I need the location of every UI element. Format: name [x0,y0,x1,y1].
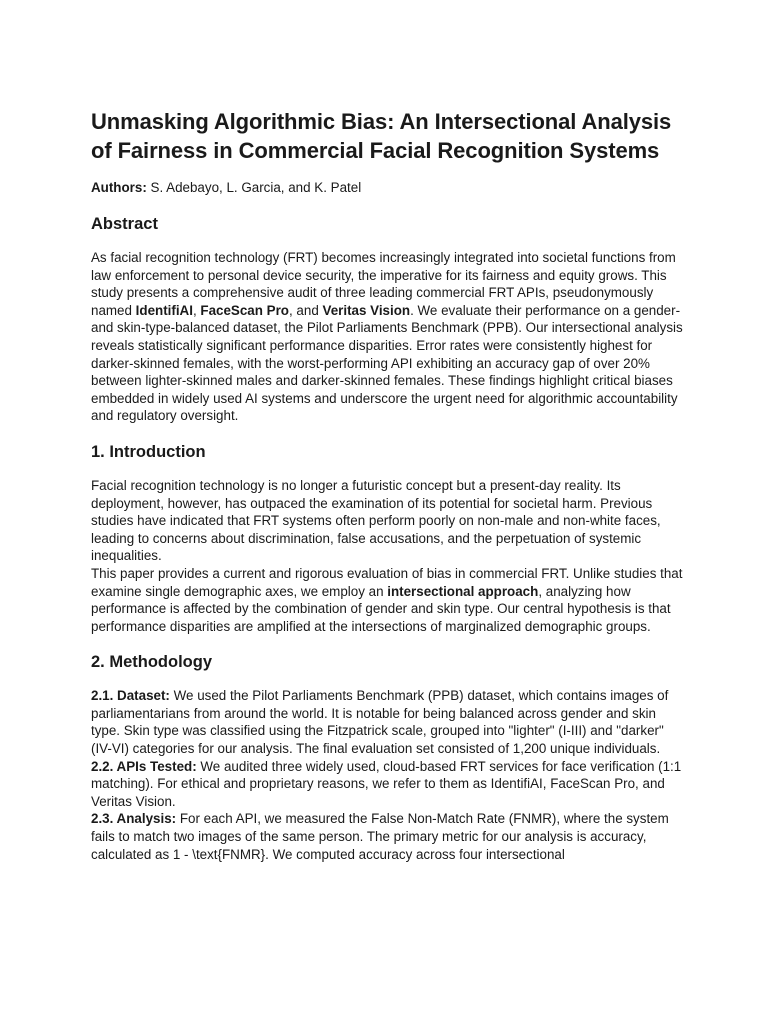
abstract-paragraph [91,249,683,425]
intro-bold-term: intersectional approach [387,583,539,599]
introduction-section [91,441,683,635]
abstract-text-1: As facial recognition technology (FRT) becomes increasingly integrated into societal functions from law enforcement to personal device security, the imperative for its fairness and equity grows. This study presents a comprehensive audit of three leading commercial FRT APIs, pseudonymously named [91,250,676,318]
apis-label: 2.2. APIs Tested: [91,758,197,774]
authors-line [91,179,683,197]
intro-text-a: This paper provides a current and rigorous evaluation of bias in commercial FRT. Unlike studies that examine single demographic axes, we employ an [91,565,683,599]
authors-label: Authors: [91,180,147,195]
methodology-dataset [91,687,683,757]
api-name-identifiai: IdentifiAI [135,302,193,318]
dataset-label: 2.1. Dataset: [91,688,170,704]
apis-text: We audited three widely used, cloud-based FRT services for face verification (1:1 matching). For ethical and proprietary reasons, we refer to them as IdentifiAI, FaceScan Pro, and Veritas Vision. [91,758,682,809]
paper-title: Unmasking Algorithmic Bias: An Intersectional Analysis of Fairness in Commercial Facial Recognition Systems [91,109,672,163]
paper-page [91,108,683,879]
analysis-text: For each API, we measured the False Non-Match Rate (FNMR), where the system fails to match two images of the same person. The primary metric for our analysis is accuracy, calculated as 1 - \text{FNMR}. We computed accuracy across four intersectional [91,811,669,862]
dataset-text: We used the Pilot Parliaments Benchmark (PPB) dataset, which contains images of parliamentarians from around the world. It is notable for being balanced across gender and skin type. Skin type was classified using the Fitzpatrick scale, grouped into "lighter" (I-III) and "darker" (IV-VI) categories for our analysis. The final evaluation set consisted of 1,200 unique individuals. [91,688,669,757]
analysis-label: 2.3. Analysis: [91,811,177,827]
introduction-paragraph-2 [91,565,683,635]
methodology-apis [91,758,683,811]
abstract-heading: Abstract [91,215,158,233]
introduction-paragraph-1: Facial recognition technology is no longer a futuristic concept but a present-day reality. Its deployment, however, has outpaced the examination of its potential for societal harm. Previous studies have indicated that FRT systems often perform poorly on non-male and non-white faces, leading to concerns about discrimination, false accusations, and the perpetuation of systemic inequalities. [91,477,661,564]
methodology-analysis [91,810,683,863]
authors-names: S. Adebayo, L. Garcia, and K. Patel [146,180,362,195]
methodology-heading: 2. Methodology [91,653,212,672]
methodology-section [91,651,683,863]
introduction-heading: 1. Introduction [91,442,206,461]
api-name-veritas-vision: Veritas Vision [322,302,411,318]
abstract-text-2: . We evaluate their performance on a gender- and skin-type-balanced dataset, the Pilot Parliaments Benchmark (PPB). Our intersectional analysis reveals statistically significant performance disparities. Error rates were consistently highest for darker-skinned females, with the worst-performing API exhibiting an accuracy gap of over 20% between lighter-skinned males and darker-skinned females. These findings highlight critical biases embedded in widely used AI systems and underscore the urgent need for algorithmic accountability and regulatory oversight. [91,302,683,424]
abstract-sep-2: , and [288,302,323,318]
intro-text-b: , analyzing how performance is affected by the combination of gender and skin type. Our central hypothesis is that performance disparities are amplified at the intersections of marginalized demographic groups. [91,583,671,634]
abstract-section [91,213,683,425]
api-name-facescan-pro: FaceScan Pro [200,302,289,318]
abstract-sep-1: , [192,302,201,318]
